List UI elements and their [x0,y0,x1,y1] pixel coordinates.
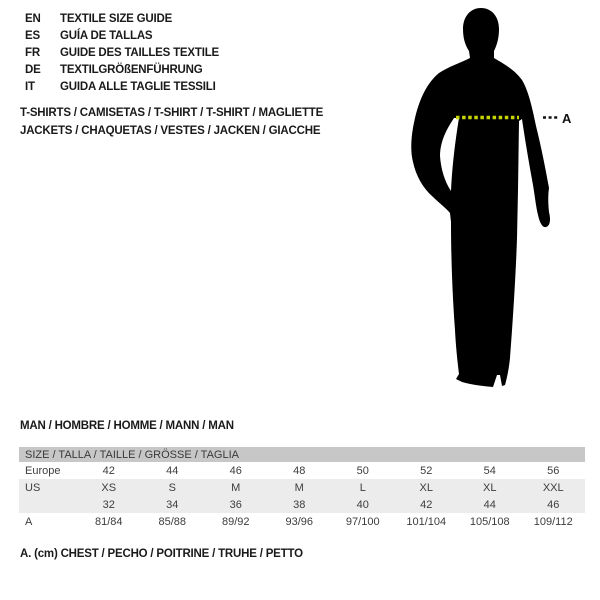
size-value: 85/88 [158,515,187,528]
size-value: 40 [356,498,369,511]
language-label: TEXTILE SIZE GUIDE [60,13,173,25]
section-title-man: MAN / HOMBRE / HOMME / MANN / MAN [20,420,234,432]
language-label: GUIDE DES TAILLES TEXTILE [60,47,219,59]
size-value: 52 [420,464,433,477]
language-code: DE [25,64,41,76]
size-value: S [168,481,176,494]
size-value: 89/92 [221,515,250,528]
size-table-row [19,479,585,496]
size-table [19,447,585,530]
language-label: GUIDA ALLE TAGLIE TESSILI [60,81,216,93]
language-code: IT [25,81,35,93]
size-value: 44 [166,464,179,477]
category-line-tshirts: T-SHIRTS / CAMISETAS / T-SHIRT / T-SHIRT / MAGLIETTE [20,107,324,119]
language-code: FR [25,47,40,59]
category-line-jackets: JACKETS / CHAQUETAS / VESTES / JACKEN / GIACCHE [20,125,321,137]
size-value: 46 [229,464,242,477]
size-value: 36 [229,498,242,511]
size-value: 46 [547,498,560,511]
size-value: L [359,481,366,494]
size-value: 42 [102,464,115,477]
measure-label-a: A [562,111,572,126]
row-label [19,496,77,513]
row-label: A [25,515,33,528]
size-value: XL [419,481,433,494]
size-value: 81/84 [94,515,123,528]
size-value: 93/96 [285,515,314,528]
size-value: M [231,481,241,494]
man-silhouette [411,8,550,387]
language-code: EN [25,13,41,25]
size-value: 56 [547,464,560,477]
row-label: Europe [25,464,61,477]
size-value: 32 [102,498,115,511]
size-value: 101/104 [406,515,447,528]
size-value: 109/112 [533,515,573,528]
size-table-header: SIZE / TALLA / TAILLE / GRÖSSE / TAGLIA [25,448,239,461]
language-label: GUÍA DE TALLAS [60,30,153,42]
size-value: 97/100 [345,515,380,528]
size-value: 54 [483,464,496,477]
size-value: 50 [356,464,369,477]
row-label: US [25,481,41,494]
size-table-row [19,462,585,479]
size-table-header-row [19,447,585,462]
size-table-row [19,496,585,513]
language-label: TEXTILGRÖßENFÜHRUNG [60,64,203,76]
language-code: ES [25,30,40,42]
size-value: 38 [293,498,306,511]
size-table-body [19,462,585,530]
size-value: 105/108 [469,515,510,528]
chest-measurement-note: A. (cm) CHEST / PECHO / POITRINE / TRUHE / PETTO [20,548,303,560]
size-value: 42 [420,498,433,511]
size-value: XL [483,481,497,494]
size-value: XXL [542,481,564,494]
size-value: 44 [483,498,496,511]
size-value: 48 [293,464,306,477]
size-value: XS [101,481,117,494]
size-value: 34 [166,498,179,511]
size-table-row [19,513,585,530]
size-value: M [294,481,304,494]
